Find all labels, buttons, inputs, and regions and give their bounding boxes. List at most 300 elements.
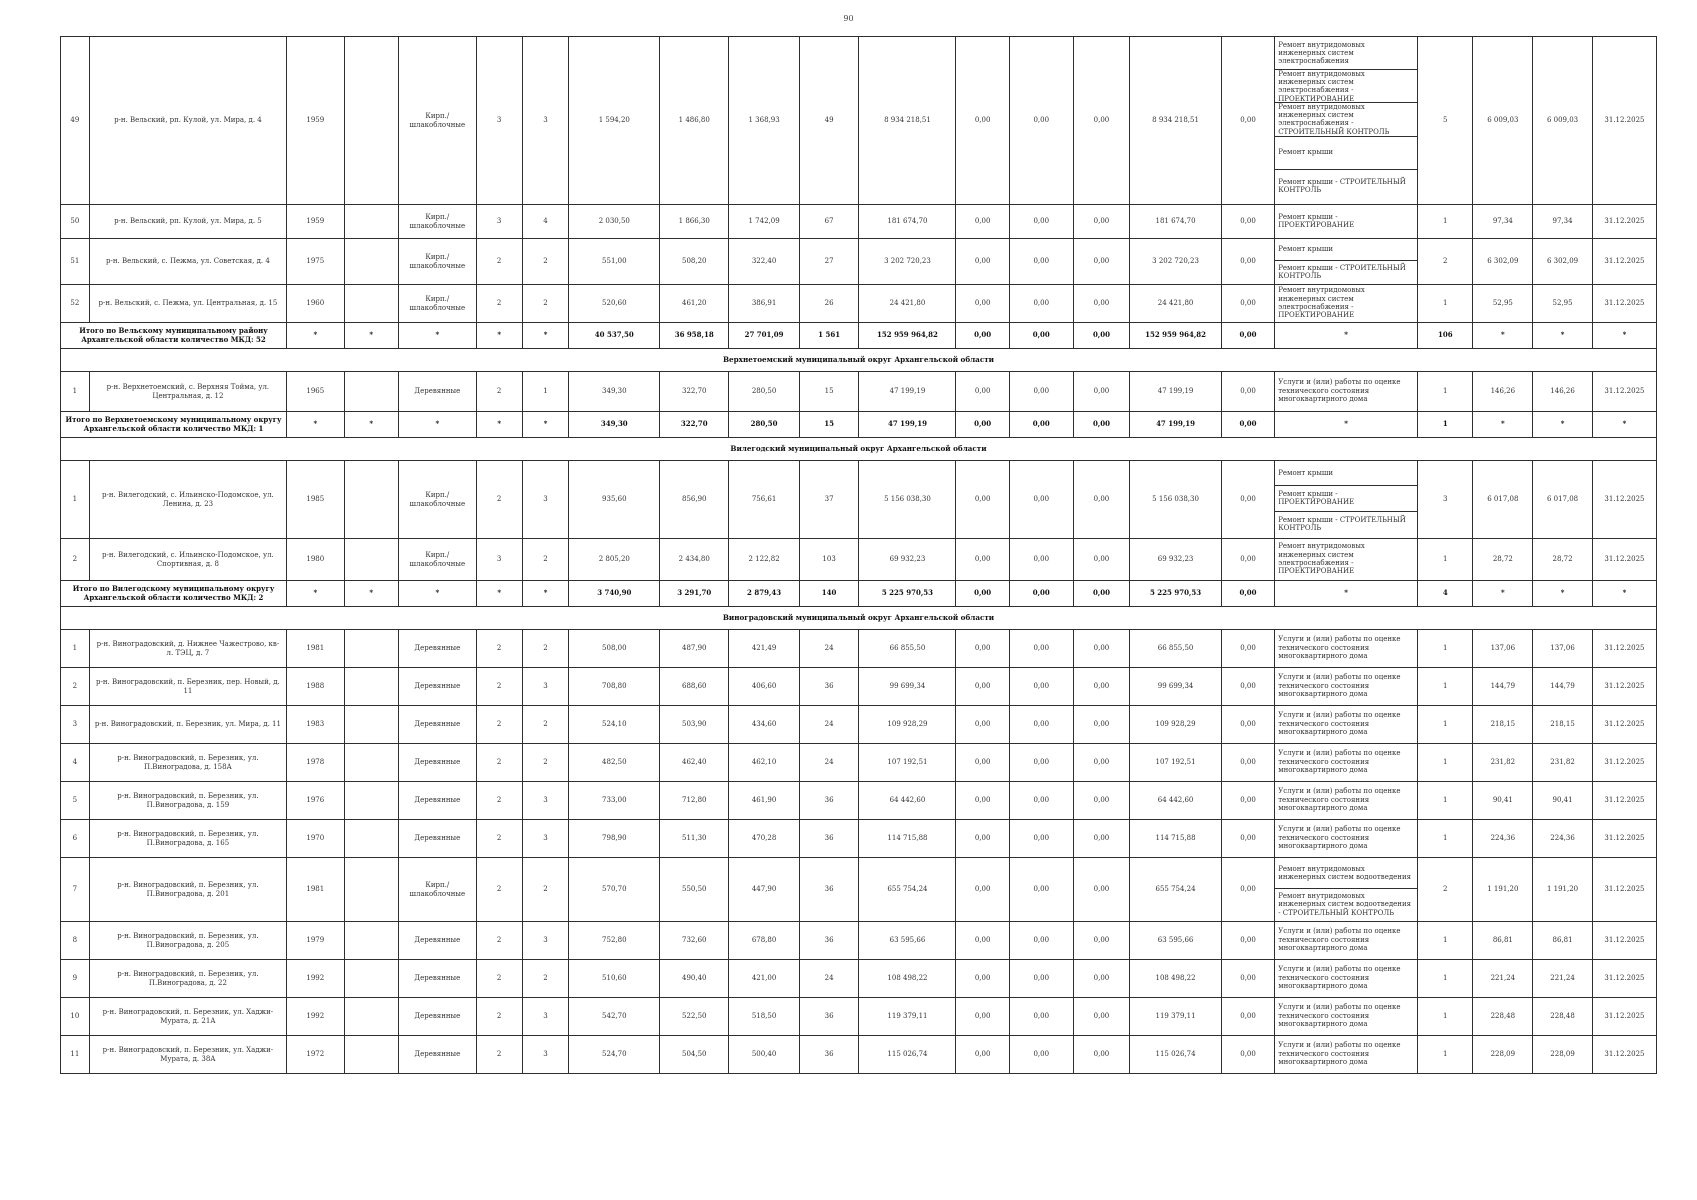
cell-area-priv: 518,50	[729, 998, 799, 1036]
total-c5: 0,00	[1221, 412, 1274, 438]
cell-entrances: 2	[522, 960, 569, 998]
total-year: *	[287, 581, 345, 607]
total-works: *	[1275, 323, 1418, 349]
cell-residents: 103	[799, 539, 859, 581]
cell-c2: 0,00	[1009, 744, 1073, 782]
cell-c2: 0,00	[1009, 205, 1073, 239]
cell-work-count: 2	[1418, 858, 1473, 922]
cell-max-cost: 231,82	[1533, 744, 1593, 782]
cell-residents: 36	[799, 1036, 859, 1074]
cell-cost-total: 5 156 038,30	[859, 461, 956, 539]
table-row	[61, 239, 1657, 285]
cell-no: 2	[61, 539, 90, 581]
work-item: Ремонт внутридомовых инженерных систем водоотведения	[1275, 858, 1417, 889]
cell-max-cost: 218,15	[1533, 706, 1593, 744]
cell-c2: 0,00	[1009, 372, 1073, 412]
cell-deadline: 31.12.2025	[1592, 960, 1656, 998]
cell-address: р-н. Виноградовский, п. Березник, ул. П.Виноградова, д. 22	[89, 960, 286, 998]
works-cell	[1275, 239, 1418, 285]
cell-c3: 0,00	[1073, 998, 1130, 1036]
cell-year: 1978	[287, 744, 345, 782]
cell-area-total: 524,70	[569, 1036, 660, 1074]
cell-year: 1980	[287, 539, 345, 581]
cell-material: Деревянные	[398, 1036, 476, 1074]
work-item: Услуги и (или) работы по оценке технического состояния многоквартирного дома	[1278, 787, 1401, 813]
cell-area-res: 504,50	[660, 1036, 729, 1074]
table-row	[61, 668, 1657, 706]
cell-area-res: 322,70	[660, 372, 729, 412]
cell-c2: 0,00	[1009, 782, 1073, 820]
cell-unit-cost: 224,36	[1473, 820, 1533, 858]
cell-area-priv: 447,90	[729, 858, 799, 922]
table-row	[61, 858, 1657, 922]
work-item: Ремонт внутридомовых инженерных систем электроснабжения - СТРОИТЕЛЬНЫЙ КОНТРОЛЬ	[1275, 103, 1417, 136]
total-entrances: *	[522, 412, 569, 438]
cell-area-total: 798,90	[569, 820, 660, 858]
cell-c2: 0,00	[1009, 858, 1073, 922]
table-row	[61, 922, 1657, 960]
total-cost-total: 152 959 964,82	[859, 323, 956, 349]
cell-deadline: 31.12.2025	[1592, 706, 1656, 744]
works-cell	[1275, 744, 1418, 782]
works-cell	[1275, 461, 1418, 539]
cell-area-res: 511,30	[660, 820, 729, 858]
cell-c1: 0,00	[956, 461, 1009, 539]
cell-entrances: 2	[522, 285, 569, 323]
cell-c1: 0,00	[956, 668, 1009, 706]
cell-max-cost: 228,48	[1533, 998, 1593, 1036]
cell-deadline: 31.12.2025	[1592, 539, 1656, 581]
cell-c1: 0,00	[956, 239, 1009, 285]
cell-residents: 36	[799, 820, 859, 858]
cell-c2: 0,00	[1009, 668, 1073, 706]
total-extra: *	[344, 581, 398, 607]
cell-deadline: 31.12.2025	[1592, 285, 1656, 323]
total-area-res: 3 291,70	[660, 581, 729, 607]
cell-c1: 0,00	[956, 1036, 1009, 1074]
cell-entrances: 3	[522, 998, 569, 1036]
cell-c5: 0,00	[1221, 630, 1274, 668]
cell-entrances: 4	[522, 205, 569, 239]
cell-material: Деревянные	[398, 922, 476, 960]
cell-material: Деревянные	[398, 820, 476, 858]
cell-unit-cost: 228,09	[1473, 1036, 1533, 1074]
cell-cost-total: 115 026,74	[859, 1036, 956, 1074]
work-item: Услуги и (или) работы по оценке технического состояния многоквартирного дома	[1278, 1003, 1401, 1029]
total-unit-cost: *	[1473, 412, 1533, 438]
table-row	[61, 820, 1657, 858]
cell-work-count: 1	[1418, 922, 1473, 960]
cell-no: 1	[61, 461, 90, 539]
cell-deadline: 31.12.2025	[1592, 461, 1656, 539]
cell-floors: 2	[476, 239, 522, 285]
cell-entrances: 2	[522, 706, 569, 744]
cell-c3: 0,00	[1073, 782, 1130, 820]
cell-deadline: 31.12.2025	[1592, 239, 1656, 285]
cell-unit-cost: 231,82	[1473, 744, 1533, 782]
total-entrances: *	[522, 323, 569, 349]
cell-work-count: 1	[1418, 744, 1473, 782]
total-c4: 47 199,19	[1130, 412, 1222, 438]
cell-address: р-н. Виноградовский, д. Нижнее Чажестрово, кв-л. ТЭЦ, д. 7	[89, 630, 286, 668]
cell-entrances: 3	[522, 37, 569, 205]
cell-area-priv: 1 368,93	[729, 37, 799, 205]
cell-max-cost: 6 302,09	[1533, 239, 1593, 285]
cell-year: 1992	[287, 998, 345, 1036]
cell-max-cost: 6 017,08	[1533, 461, 1593, 539]
cell-material: Кирп./ шлакоблочные	[398, 858, 476, 922]
cell-residents: 24	[799, 630, 859, 668]
cell-area-priv: 470,28	[729, 820, 799, 858]
cell-unit-cost: 221,24	[1473, 960, 1533, 998]
cell-address: р-н. Вилегодский, с. Ильинско-Подомское, ул. Спортивная, д. 8	[89, 539, 286, 581]
cell-year: 1992	[287, 960, 345, 998]
cell-c3: 0,00	[1073, 37, 1130, 205]
total-area-res: 36 958,18	[660, 323, 729, 349]
works-cell	[1275, 820, 1418, 858]
cell-work-count: 1	[1418, 998, 1473, 1036]
works-cell	[1275, 998, 1418, 1036]
cell-floors: 2	[476, 820, 522, 858]
cell-floors: 2	[476, 285, 522, 323]
cell-max-cost: 6 009,03	[1533, 37, 1593, 205]
page-number: 90	[843, 14, 854, 23]
cell-year: 1972	[287, 1036, 345, 1074]
cell-material: Кирп./ шлакоблочные	[398, 461, 476, 539]
cell-c4: 108 498,22	[1130, 960, 1222, 998]
cell-c3: 0,00	[1073, 744, 1130, 782]
cell-extra	[344, 539, 398, 581]
cell-no: 4	[61, 744, 90, 782]
cell-deadline: 31.12.2025	[1592, 858, 1656, 922]
cell-c2: 0,00	[1009, 461, 1073, 539]
cell-work-count: 2	[1418, 239, 1473, 285]
work-item: Услуги и (или) работы по оценке технического состояния многоквартирного дома	[1278, 965, 1401, 991]
total-row	[61, 581, 1657, 607]
cell-cost-total: 181 674,70	[859, 205, 956, 239]
cell-area-total: 2 030,50	[569, 205, 660, 239]
cell-extra	[344, 461, 398, 539]
cell-c1: 0,00	[956, 960, 1009, 998]
total-max-cost: *	[1533, 412, 1593, 438]
cell-entrances: 3	[522, 461, 569, 539]
cell-year: 1981	[287, 630, 345, 668]
cell-c4: 24 421,80	[1130, 285, 1222, 323]
cell-year: 1981	[287, 858, 345, 922]
cell-c4: 47 199,19	[1130, 372, 1222, 412]
total-work-count: 4	[1418, 581, 1473, 607]
cell-area-res: 503,90	[660, 706, 729, 744]
cell-c3: 0,00	[1073, 630, 1130, 668]
cell-c5: 0,00	[1221, 539, 1274, 581]
cell-area-total: 510,60	[569, 960, 660, 998]
cell-address: р-н. Вельский, рп. Кулой, ул. Мира, д. 5	[89, 205, 286, 239]
cell-cost-total: 24 421,80	[859, 285, 956, 323]
cell-c5: 0,00	[1221, 820, 1274, 858]
work-item: Услуги и (или) работы по оценке технического состояния многоквартирного дома	[1278, 673, 1401, 699]
cell-c1: 0,00	[956, 858, 1009, 922]
cell-max-cost: 86,81	[1533, 922, 1593, 960]
cell-entrances: 2	[522, 630, 569, 668]
cell-c4: 115 026,74	[1130, 1036, 1222, 1074]
cell-entrances: 3	[522, 922, 569, 960]
cell-no: 3	[61, 706, 90, 744]
table-row	[61, 372, 1657, 412]
work-item: Услуги и (или) работы по оценке технического состояния многоквартирного дома	[1278, 825, 1401, 851]
cell-c4: 69 932,23	[1130, 539, 1222, 581]
total-material: *	[398, 581, 476, 607]
work-item: Ремонт крыши	[1275, 137, 1417, 170]
cell-c1: 0,00	[956, 744, 1009, 782]
cell-area-total: 1 594,20	[569, 37, 660, 205]
cell-material: Деревянные	[398, 782, 476, 820]
total-residents: 140	[799, 581, 859, 607]
cell-deadline: 31.12.2025	[1592, 37, 1656, 205]
cell-unit-cost: 6 017,08	[1473, 461, 1533, 539]
cell-area-priv: 386,91	[729, 285, 799, 323]
total-unit-cost: *	[1473, 581, 1533, 607]
cell-deadline: 31.12.2025	[1592, 820, 1656, 858]
cell-c3: 0,00	[1073, 858, 1130, 922]
total-label: Итого по Верхнетоемскому муниципальному округу Архангельской области количество МКД: 1	[61, 412, 287, 438]
cell-entrances: 3	[522, 820, 569, 858]
work-item: Ремонт внутридомовых инженерных систем водоотведения - СТРОИТЕЛЬНЫЙ КОНТРОЛЬ	[1278, 891, 1412, 917]
cell-deadline: 31.12.2025	[1592, 1036, 1656, 1074]
cell-c5: 0,00	[1221, 706, 1274, 744]
cell-cost-total: 107 192,51	[859, 744, 956, 782]
cell-year: 1985	[287, 461, 345, 539]
cell-floors: 2	[476, 668, 522, 706]
cell-extra	[344, 239, 398, 285]
works-cell	[1275, 782, 1418, 820]
cell-floors: 2	[476, 744, 522, 782]
cell-c3: 0,00	[1073, 706, 1130, 744]
cell-c1: 0,00	[956, 205, 1009, 239]
total-c3: 0,00	[1073, 581, 1130, 607]
section-header-row	[61, 438, 1657, 461]
cell-unit-cost: 52,95	[1473, 285, 1533, 323]
cell-c2: 0,00	[1009, 630, 1073, 668]
cell-year: 1959	[287, 205, 345, 239]
total-deadline: *	[1592, 581, 1656, 607]
cell-c4: 99 699,34	[1130, 668, 1222, 706]
cell-c5: 0,00	[1221, 1036, 1274, 1074]
cell-residents: 27	[799, 239, 859, 285]
cell-c4: 8 934 218,51	[1130, 37, 1222, 205]
cell-c1: 0,00	[956, 706, 1009, 744]
cell-area-res: 1 486,80	[660, 37, 729, 205]
cell-area-total: 708,80	[569, 668, 660, 706]
cell-c1: 0,00	[956, 372, 1009, 412]
cell-extra	[344, 858, 398, 922]
total-c5: 0,00	[1221, 581, 1274, 607]
cell-work-count: 5	[1418, 37, 1473, 205]
cell-c3: 0,00	[1073, 820, 1130, 858]
cell-floors: 2	[476, 782, 522, 820]
works-cell	[1275, 960, 1418, 998]
cell-area-total: 349,30	[569, 372, 660, 412]
cell-area-priv: 1 742,09	[729, 205, 799, 239]
cell-unit-cost: 90,41	[1473, 782, 1533, 820]
table-row	[61, 782, 1657, 820]
cell-max-cost: 97,34	[1533, 205, 1593, 239]
cell-c5: 0,00	[1221, 998, 1274, 1036]
cell-deadline: 31.12.2025	[1592, 998, 1656, 1036]
cell-c5: 0,00	[1221, 858, 1274, 922]
cell-area-priv: 322,40	[729, 239, 799, 285]
table-row	[61, 37, 1657, 205]
cell-max-cost: 90,41	[1533, 782, 1593, 820]
cell-c2: 0,00	[1009, 998, 1073, 1036]
work-item: Услуги и (или) работы по оценке технического состояния многоквартирного дома	[1278, 711, 1401, 737]
cell-material: Деревянные	[398, 372, 476, 412]
section-title: Верхнетоемский муниципальный округ Архангельской области	[61, 349, 1657, 372]
cell-floors: 2	[476, 1036, 522, 1074]
cell-area-res: 508,20	[660, 239, 729, 285]
cell-cost-total: 47 199,19	[859, 372, 956, 412]
total-c4: 152 959 964,82	[1130, 323, 1222, 349]
cell-c5: 0,00	[1221, 37, 1274, 205]
cell-year: 1959	[287, 37, 345, 205]
cell-c2: 0,00	[1009, 960, 1073, 998]
cell-area-res: 490,40	[660, 960, 729, 998]
cell-c5: 0,00	[1221, 668, 1274, 706]
cell-deadline: 31.12.2025	[1592, 782, 1656, 820]
total-work-count: 1	[1418, 412, 1473, 438]
table-row	[61, 539, 1657, 581]
cell-area-res: 688,60	[660, 668, 729, 706]
cell-residents: 36	[799, 998, 859, 1036]
cell-area-res: 2 434,80	[660, 539, 729, 581]
total-works: *	[1275, 412, 1418, 438]
work-item: Услуги и (или) работы по оценке технического состояния многоквартирного дома	[1278, 927, 1401, 953]
cell-no: 11	[61, 1036, 90, 1074]
cell-c5: 0,00	[1221, 960, 1274, 998]
cell-area-res: 732,60	[660, 922, 729, 960]
work-item: Услуги и (или) работы по оценке технического состояния многоквартирного дома	[1278, 1041, 1401, 1067]
cell-c4: 3 202 720,23	[1130, 239, 1222, 285]
cell-area-total: 570,70	[569, 858, 660, 922]
cell-c1: 0,00	[956, 630, 1009, 668]
work-item: Услуги и (или) работы по оценке технического состояния многоквартирного дома	[1278, 378, 1401, 404]
cell-max-cost: 221,24	[1533, 960, 1593, 998]
table-row	[61, 998, 1657, 1036]
cell-cost-total: 119 379,11	[859, 998, 956, 1036]
cell-residents: 37	[799, 461, 859, 539]
cell-floors: 3	[476, 37, 522, 205]
cell-work-count: 3	[1418, 461, 1473, 539]
cell-no: 52	[61, 285, 90, 323]
cell-floors: 2	[476, 630, 522, 668]
work-item: Ремонт внутридомовых инженерных систем электроснабжения - ПРОЕКТИРОВАНИЕ	[1278, 286, 1365, 320]
cell-unit-cost: 1 191,20	[1473, 858, 1533, 922]
total-max-cost: *	[1533, 581, 1593, 607]
cell-cost-total: 108 498,22	[859, 960, 956, 998]
cell-floors: 2	[476, 922, 522, 960]
cell-residents: 24	[799, 706, 859, 744]
cell-cost-total: 64 442,60	[859, 782, 956, 820]
cell-c4: 114 715,88	[1130, 820, 1222, 858]
cell-year: 1970	[287, 820, 345, 858]
total-row	[61, 412, 1657, 438]
total-extra: *	[344, 412, 398, 438]
cell-no: 49	[61, 37, 90, 205]
cell-area-priv: 280,50	[729, 372, 799, 412]
cell-address: р-н. Виноградовский, п. Березник, ул. П.Виноградова, д. 201	[89, 858, 286, 922]
cell-no: 5	[61, 782, 90, 820]
cell-material: Кирп./ шлакоблочные	[398, 539, 476, 581]
table-row	[61, 1036, 1657, 1074]
table-row	[61, 205, 1657, 239]
cell-c4: 63 595,66	[1130, 922, 1222, 960]
cell-c3: 0,00	[1073, 960, 1130, 998]
cell-area-priv: 421,49	[729, 630, 799, 668]
cell-c1: 0,00	[956, 922, 1009, 960]
cell-address: р-н. Вельский, рп. Кулой, ул. Мира, д. 4	[89, 37, 286, 205]
work-item: Ремонт крыши	[1275, 461, 1417, 486]
cell-residents: 36	[799, 782, 859, 820]
cell-c3: 0,00	[1073, 1036, 1130, 1074]
cell-floors: 3	[476, 539, 522, 581]
cell-year: 1960	[287, 285, 345, 323]
total-material: *	[398, 412, 476, 438]
cell-residents: 49	[799, 37, 859, 205]
total-unit-cost: *	[1473, 323, 1533, 349]
cell-year: 1975	[287, 239, 345, 285]
cell-deadline: 31.12.2025	[1592, 205, 1656, 239]
cell-extra	[344, 744, 398, 782]
cell-area-res: 712,80	[660, 782, 729, 820]
mkd-register-table	[60, 36, 1657, 1074]
cell-no: 9	[61, 960, 90, 998]
cell-c4: 109 928,29	[1130, 706, 1222, 744]
cell-c2: 0,00	[1009, 820, 1073, 858]
cell-work-count: 1	[1418, 706, 1473, 744]
cell-c5: 0,00	[1221, 205, 1274, 239]
cell-entrances: 2	[522, 539, 569, 581]
cell-work-count: 1	[1418, 1036, 1473, 1074]
cell-cost-total: 99 699,34	[859, 668, 956, 706]
cell-area-priv: 756,61	[729, 461, 799, 539]
cell-c2: 0,00	[1009, 239, 1073, 285]
cell-max-cost: 146,26	[1533, 372, 1593, 412]
cell-c2: 0,00	[1009, 706, 1073, 744]
works-cell	[1275, 205, 1418, 239]
cell-entrances: 3	[522, 1036, 569, 1074]
cell-area-priv: 500,40	[729, 1036, 799, 1074]
table-row	[61, 285, 1657, 323]
cell-extra	[344, 960, 398, 998]
cell-unit-cost: 86,81	[1473, 922, 1533, 960]
total-max-cost: *	[1533, 323, 1593, 349]
works-cell	[1275, 539, 1418, 581]
total-residents: 15	[799, 412, 859, 438]
cell-no: 50	[61, 205, 90, 239]
cell-c2: 0,00	[1009, 539, 1073, 581]
cell-work-count: 1	[1418, 372, 1473, 412]
cell-entrances: 3	[522, 668, 569, 706]
cell-work-count: 1	[1418, 285, 1473, 323]
cell-address: р-н. Виноградовский, п. Березник, пер. Новый, д. 11	[89, 668, 286, 706]
cell-c5: 0,00	[1221, 922, 1274, 960]
cell-work-count: 1	[1418, 668, 1473, 706]
cell-material: Кирп./ шлакоблочные	[398, 37, 476, 205]
works-cell	[1275, 922, 1418, 960]
cell-unit-cost: 97,34	[1473, 205, 1533, 239]
cell-residents: 24	[799, 960, 859, 998]
work-item: Услуги и (или) работы по оценке технического состояния многоквартирного дома	[1278, 749, 1401, 775]
cell-floors: 2	[476, 461, 522, 539]
